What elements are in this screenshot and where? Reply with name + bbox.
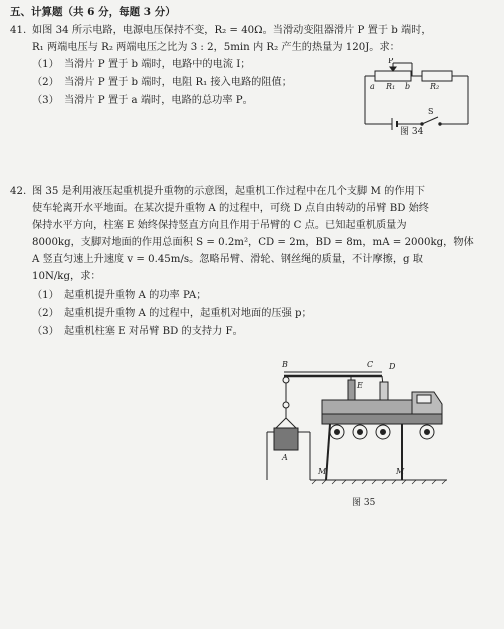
q42-number: 42. [10, 186, 27, 197]
svg-text:R₁: R₁ [386, 82, 396, 91]
section-title: 五、计算题（共 6 分，每题 3 分） [10, 6, 176, 18]
svg-text:M: M [396, 467, 405, 476]
r1-resistor [375, 71, 411, 81]
figure-34-caption: 图 34 [400, 127, 424, 137]
svg-text:R₂: R₂ [430, 82, 440, 91]
q42-item-3: （3） 起重机柱塞 E 对吊臂 BD 的支持力 F。 [32, 326, 243, 337]
svg-text:M: M [318, 467, 327, 476]
switch-s [422, 117, 438, 124]
svg-text:b: b [405, 82, 411, 91]
q41-item-3: （3） 当滑片 P 置于 a 端时，电路的总功率 P。 [32, 95, 253, 106]
q42-line-2: 使车轮离开水平地面。在某次提升重物 A 的过程中，可绕 D 点自由转动的吊臂 BD 始终 [32, 203, 429, 214]
q42-item-1: （1） 起重机提升重物 A 的功率 PA； [32, 290, 207, 301]
svg-text:A: A [282, 453, 288, 462]
q42-line-5: A 竖直匀速上升速度 v = 0.45m/s。忽略吊臂、滑轮、钢丝绳的质量，不计摩擦，g 取 [32, 254, 423, 265]
svg-text:E: E [357, 381, 363, 390]
q41-item-2: （2） 当滑片 P 置于 b 端时，电阻 R₁ 接入电路的阻值； [32, 77, 292, 88]
load-a [274, 428, 298, 450]
figure-35-crane [262, 352, 452, 492]
svg-text:B: B [282, 360, 288, 369]
q42-line-3: 保持水平方向，柱塞 E 始终保持竖直方向且作用于吊臂的 C 点。已知起重机质量为 [32, 220, 407, 231]
svg-text:C: C [367, 360, 374, 369]
q41-line-1: 41. 如图 34 所示电路，电源电压保持不变，R₂ = 40Ω。当滑动变阻器滑片 P 置于 b 端时， [10, 25, 432, 36]
svg-text:P: P [388, 58, 394, 65]
q42-line-1: 42. 图 35 是利用液压起重机提升重物的示意图，起重机工作过程中在几个支脚 M 的作用下 [10, 186, 425, 197]
q42-line-4: 8000kg，支脚对地面的作用总面积 S = 0.2m²，CD = 2m，BD = 8m，mA = 2000kg，物体 [32, 237, 474, 248]
q41-number: 41. [10, 25, 27, 36]
q42-line-6: 10N/kg，求： [32, 271, 101, 282]
figure-35-caption: 图 35 [352, 498, 376, 508]
q41-item-1: （1） 当滑片 P 置于 b 端时，电路中的电流 I； [32, 59, 251, 70]
svg-text:D: D [389, 362, 396, 371]
q41-line-2: R₁ 两端电压与 R₂ 两端电压之比为 3 : 2，5min 内 R₂ 产生的热量为 120J。求： [32, 42, 400, 53]
svg-text:S: S [428, 107, 434, 116]
r2-resistor [422, 71, 452, 81]
svg-text:a: a [370, 82, 375, 91]
crane-body [322, 400, 412, 414]
q42-item-2: （2） 起重机提升重物 A 的过程中，起重机对地面的压强 p； [32, 308, 312, 319]
leg-m-1 [326, 424, 330, 480]
